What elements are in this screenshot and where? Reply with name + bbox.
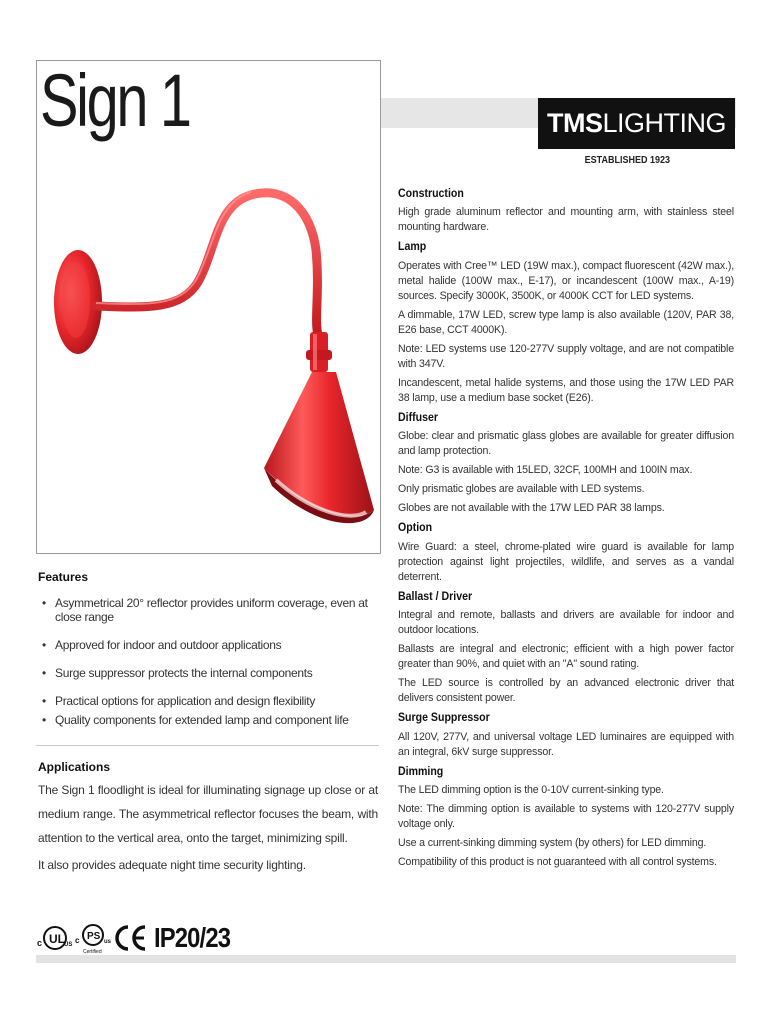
spec-paragraph: A dimmable, 17W LED, screw type lamp is also available (120V, PAR 38, E26 base, CCT 4000K). (398, 308, 734, 336)
spec-paragraph: All 120V, 277V, and universal voltage LED luminaires are equipped with an integral, 6kV surge suppressor. (398, 730, 734, 758)
spec-paragraph: Ballasts are integral and electronic; efficient with a high power factor greater than 90%, and quiet with an "A" sound rating. (398, 643, 734, 671)
csa-certified-label: Certified (83, 949, 102, 955)
spec-paragraph: Globe: clear and prismatic glass globes are available for greater diffusion and lamp protection. (398, 430, 734, 458)
csa-us-mark: us (104, 939, 112, 945)
spec-option (398, 520, 734, 584)
svg-text:UL: UL (49, 932, 65, 946)
spec-paragraph: The LED source is controlled by an advanced electronic driver that delivers consistent power. (398, 677, 734, 705)
ul-us-mark: US (64, 942, 73, 948)
feature-item: • Practical options for application and design flexibility (38, 694, 383, 708)
csa-certified-icon (74, 921, 114, 955)
spec-paragraph: Integral and remote, ballasts and drivers are available for indoor and outdoor locations. (398, 609, 734, 637)
spec-paragraph: Note: LED systems use 120-277V supply voltage, and are not compatible with 347V. (398, 342, 734, 370)
spec-diffuser (398, 410, 734, 516)
feature-item: • Quality components for extended lamp and component life (38, 713, 383, 727)
spec-dimming (398, 764, 734, 870)
ul-listed-icon (36, 922, 74, 954)
logo-light: LIGHTING (602, 108, 726, 138)
spec-paragraph: Compatibility of this product is not guaranteed with all control systems. (398, 856, 717, 869)
product-title: Sign 1 (40, 59, 190, 142)
spec-construction (398, 186, 734, 235)
spec-heading: Ballast / Driver (398, 590, 473, 603)
applications-title: Applications (38, 760, 111, 774)
spec-paragraph: The LED dimming option is the 0-10V current-sinking type. (398, 784, 664, 797)
spec-paragraph: Operates with Cree™ LED (19W max.), compact fluorescent (42W max.), metal halide (100W max., E-17), or incandescent (100W max., A-19) sources. Specify 3000K, 3500K, or 4000K CCT for LED systems. (398, 259, 734, 302)
spec-heading: Dimming (398, 765, 444, 778)
spec-lamp (398, 239, 734, 406)
specifications-column (398, 186, 734, 874)
spec-paragraph: Incandescent, metal halide systems, and those using the 17W LED PAR 38 lamp, use a medium base socket (E26). (398, 376, 734, 404)
spec-surge-suppressor (398, 710, 734, 759)
footer-band (36, 955, 736, 963)
features-list (38, 596, 383, 727)
ul-c-mark: c (37, 938, 43, 948)
spec-heading: Option (398, 522, 433, 535)
spec-heading: Diffuser (398, 412, 438, 424)
logo-bold: TMS (546, 108, 603, 138)
brand-logo-text (547, 110, 726, 137)
feature-item: • Asymmetrical 20° reflector provides uniform coverage, even at close range (38, 596, 383, 624)
certifications-row (36, 920, 244, 956)
features-section (38, 570, 383, 727)
established-note: ESTABLISHED 1923 (584, 155, 670, 166)
features-title: Features (38, 570, 89, 584)
applications-paragraph: The Sign 1 floodlight is ideal for illuminating signage up close or at medium range. The asymmetrical reflector focuses the beam, with attention to the vertical area, onto the target, minimizing spill. (38, 783, 378, 845)
spec-paragraph: Only prismatic globes are available with LED systems. (398, 483, 645, 496)
ce-mark-icon (114, 923, 148, 953)
feature-item: • Approved for indoor and outdoor applications (38, 638, 383, 652)
brand-logo (538, 98, 735, 149)
applications-paragraph: It also provides adequate night time security lighting. (38, 858, 306, 872)
svg-text:PS: PS (87, 931, 101, 942)
spec-paragraph: Note: The dimming option is available to systems with 120-277V supply voltage only. (398, 803, 734, 831)
spec-paragraph: Note: G3 is available with 15LED, 32CF, 100MH and 100IN max. (398, 464, 693, 477)
feature-item: • Surge suppressor protects the internal components (38, 666, 383, 680)
section-divider (36, 745, 379, 746)
spec-paragraph: High grade aluminum reflector and mounting arm, with stainless steel mounting hardware. (398, 206, 734, 234)
gooseneck-arm (96, 193, 318, 335)
lamp-reflector-shade (264, 372, 374, 516)
gooseneck-lamp-image (36, 150, 379, 550)
spec-heading: Construction (398, 188, 464, 200)
ip-rating: IP20/23 (154, 922, 231, 953)
applications-section (38, 760, 378, 880)
spec-ballast-driver (398, 589, 734, 707)
spec-paragraph: Wire Guard: a steel, chrome-plated wire guard is available for lamp protection against light projectiles, wildlife, and serves as a vandal deterrent. (398, 540, 734, 583)
spec-paragraph: Globes are not available with the 17W LED PAR 38 lamps. (398, 502, 665, 515)
spec-paragraph: Use a current-sinking dimming system (by others) for LED dimming. (398, 837, 707, 850)
spec-heading: Lamp (398, 241, 427, 254)
csa-c-mark: c (75, 936, 80, 945)
spec-heading: Surge Suppressor (398, 712, 490, 725)
